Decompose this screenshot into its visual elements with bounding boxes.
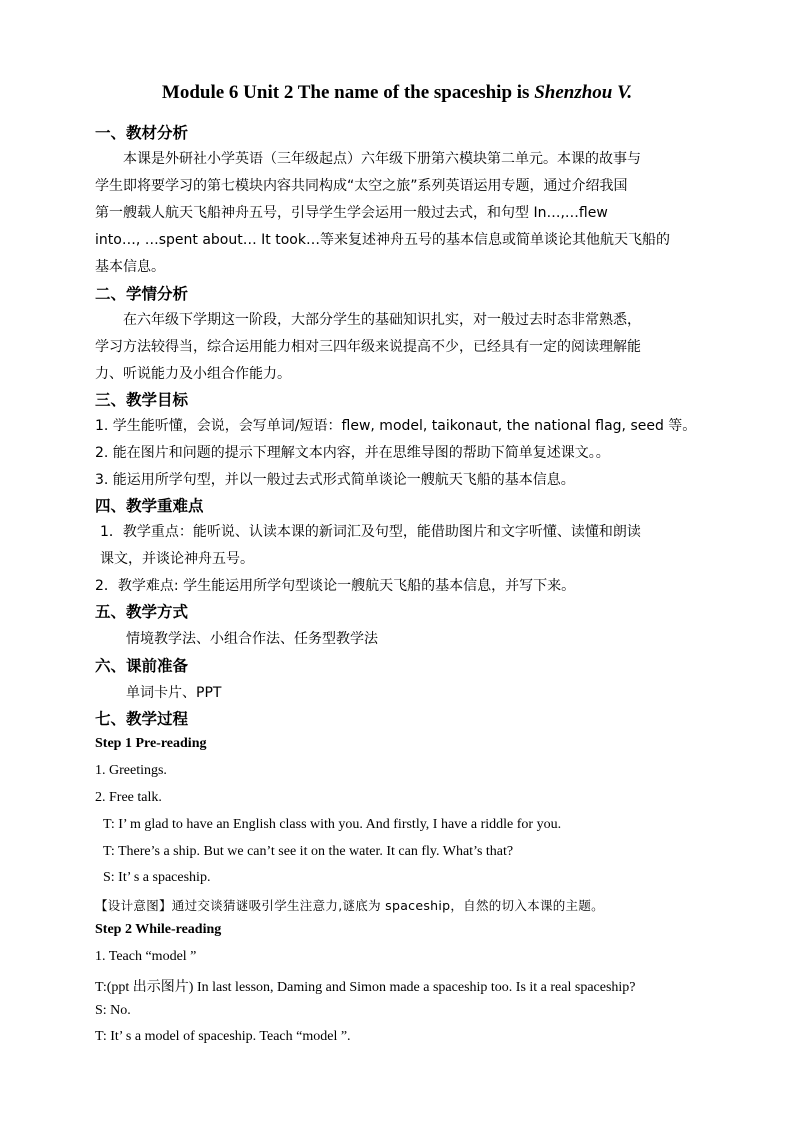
step-heading-1: Step 1 Pre-reading	[95, 736, 207, 751]
paragraph-line: 单词卡片、PPT	[126, 685, 222, 701]
paragraph-line: 本课是外研社小学英语（三年级起点）六年级下册第六模块第二单元。本课的故事与	[123, 151, 641, 167]
design-intent-note: 【设计意图】通过交谈猜谜吸引学生注意力,谜底为 spaceship，自然的切入本课的主题。	[95, 898, 604, 913]
dialogue-line: S: It’ s a spaceship.	[103, 870, 211, 885]
list-item: 课文，并谈论神舟五号。	[100, 551, 254, 567]
section-heading-5: 五、教学方式	[95, 603, 189, 621]
list-item: 1．教学重点：能听说、认读本课的新词汇及句型，能借助图片和文字听懂、读懂和朗读	[100, 524, 641, 540]
step-heading-2: Step 2 While-reading	[95, 922, 222, 937]
paragraph-line: 第一艘载人航天飞船神舟五号，引导学生学会运用一般过去式，和句型 In…,…flew	[95, 205, 608, 221]
paragraph-line: 情境教学法、小组合作法、任务型教学法	[126, 631, 378, 647]
list-item: 3. 能运用所学句型，并以一般过去式形式简单谈论一艘航天飞船的基本信息。	[95, 472, 575, 488]
dialogue-line: S: No.	[95, 1003, 131, 1018]
dialogue-line: T: It’ s a model of spaceship. Teach “model ”.	[95, 1029, 351, 1044]
title-italic: Shenzhou V.	[534, 82, 633, 103]
page-title	[0, 82, 794, 104]
section-heading-7: 七、教学过程	[95, 710, 189, 728]
dialogue-line: T: I’ m glad to have an English class with you. And firstly, I have a riddle for you.	[103, 817, 562, 832]
list-item: 2．教学难点: 学生能运用所学句型谈论一艘航天飞船的基本信息，并写下来。	[95, 578, 576, 594]
paragraph-line: 学生即将要学习的第七模块内容共同构成“太空之旅”系列英语运用专题，通过介绍我国	[95, 178, 628, 194]
list-item: 2. 能在图片和问题的提示下理解文本内容，并在思维导图的帮助下简单复述课文。。	[95, 445, 610, 461]
paragraph-line: 基本信息。	[95, 259, 165, 275]
step-line: 1. Teach “model ”	[95, 949, 197, 964]
title-main: Module 6 Unit 2 The name of the spaceship is	[161, 82, 535, 103]
step-line: 1. Greetings.	[95, 763, 167, 778]
section-heading-3: 三、教学目标	[95, 391, 189, 409]
paragraph-line: into…, …spent about… It took…等来复述神舟五号的基本信息或简单谈论其他航天飞船的	[95, 232, 670, 248]
section-heading-6: 六、课前准备	[95, 657, 189, 675]
paragraph-line: 力、听说能力及小组合作能力。	[95, 366, 291, 382]
step-line: 2. Free talk.	[95, 790, 162, 805]
section-heading-4: 四、教学重难点	[95, 497, 204, 515]
dialogue-line: T:(ppt 出示图片) In last lesson, Daming and Simon made a spaceship too. Is it a real spaceship?	[95, 980, 636, 995]
paragraph-line: 在六年级下学期这一阶段，大部分学生的基础知识扎实，对一般过去时态非常熟悉，	[123, 312, 641, 328]
section-heading-2: 二、学情分析	[95, 285, 189, 303]
list-item: 1. 学生能听懂，会说，会写单词/短语：flew, model, taikonaut, the national flag, seed 等。	[95, 418, 697, 434]
paragraph-line: 学习方法较得当，综合运用能力相对三四年级来说提高不少，已经具有一定的阅读理解能	[95, 339, 641, 355]
section-heading-1: 一、教材分析	[95, 124, 189, 142]
dialogue-line: T: There’s a ship. But we can’t see it on the water. It can fly. What’s that?	[103, 844, 514, 859]
